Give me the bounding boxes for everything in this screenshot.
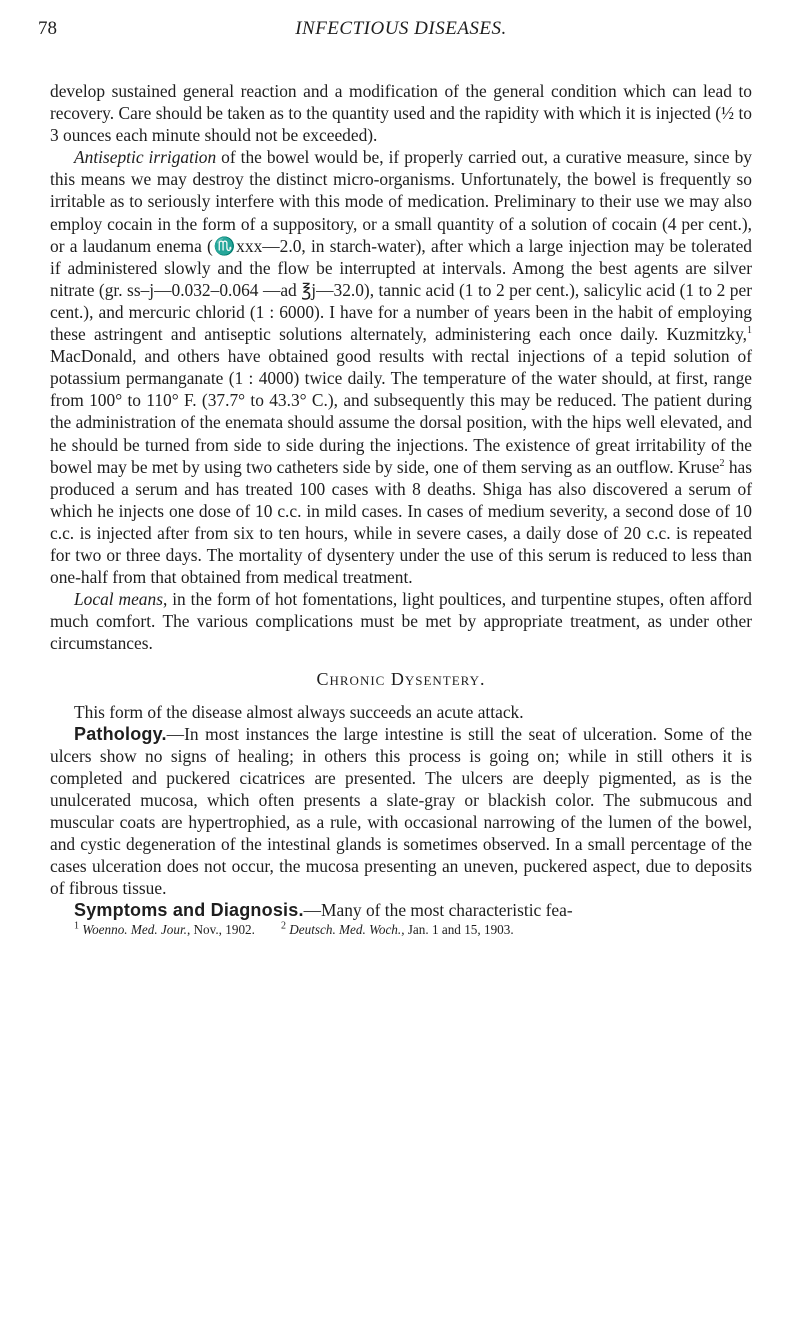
paragraph-text: has produced a serum and has treated 100 cases with 8 deaths. Shiga has also discovered a serum of which he injects one dose of 10 c.c. in mild cases. In cases of medium severity, a second dose of 10 c.c. is injected after from six to ten hours, while in severe cases, a daily dose of 20 c.c. is repeated for two or three days. The mortality of dysentery under the use of this serum is reduced to less than one-half from that obtained from medical treatment. xyxy=(50,456,752,588)
paragraph-continued: develop sustained general reaction and a modification of the general condition which can lead to recovery. Care should be taken as to the quantity used and the rapidity with which it is injected (½ to 3 ounces each minute should not be exceeded). xyxy=(50,81,752,146)
runin-heading-pathology: Pathology. xyxy=(74,723,167,744)
footnote-detail: , Jan. 1 and 15, 1903. xyxy=(401,922,514,938)
paragraph-pathology xyxy=(50,723,752,900)
paragraph-text: of the bowel would be, if properly carried out, a curative measure, since by this means we may destroy the distinct micro-organisms. Unfortunately, the bowel is frequently so irritable as to seriously interfere with this mode of medication. Preliminary to their use we may also employ cocain in the form of a suppository, or a small quantity of a solution of cocain (4 per cent.), or a laudanum enema (♏xxx—2.0, in starch-water), after which a large injection may be tolerated if administered slowly and the flow be interrupted at intervals. Among the best agents are silver nitrate (gr. ss–j—0.032–0.064 —ad ℥j—32.0), tannic acid (1 to 2 per cent.), salicylic acid (1 to 2 per cent.), and mercuric chlorid (1 : 6000). I have for a number of years been in the habit of employing these astringent and antiseptic solutions alternately, administering each once daily. Kuzmitzky, xyxy=(50,147,752,345)
page-number: 78 xyxy=(38,18,57,39)
paragraph-symptoms xyxy=(50,899,752,921)
paragraph-text: MacDonald, and others have obtained good results with rectal injections of a tepid solution of potassium permanganate (1 : 4000) twice daily. The temperature of the water should, at first, range from 100° to 110° F. (37.7° to 43.3° C.), and subsequently this may be reduced. The patient during the administration of the enemata should assume the dorsal position, with the hips well elevated, and he should be turned from side to side during the injections. The existence of great irritability of the bowel may be met by using two catheters side by side, one of them serving as an outflow. Kruse xyxy=(50,346,752,477)
footnote xyxy=(74,922,255,938)
paragraph-section-intro: This form of the disease almost always succeeds an acute attack. xyxy=(74,701,524,722)
footnote-source: Woenno. Med. Jour. xyxy=(82,922,187,938)
footnote xyxy=(281,922,514,938)
paragraph-text: —In most instances the large intestine is still the seat of ulceration. Some of the ulcers show no signs of healing; in others this process is going on; while in still others it is completed and puckered cicatrices are presented. The ulcers are deeply pigmented, as is the unulcerated mucosa, which often presents a slate-gray or blackish color. The submucous and muscular coats are hypertrophied, as a rule, with occasional narrowing of the lumen of the bowel, and cystic degeneration of the intestinal glands is sometimes observed. In a small percentage of the cases ulceration does not occur, the mucosa presenting an uneven, puckered aspect, due to deposits of fibrous tissue. xyxy=(50,723,752,899)
paragraph-local-means xyxy=(50,588,752,654)
running-title: INFECTIOUS DISEASES. xyxy=(295,18,507,39)
paragraph-antiseptic-irrigation xyxy=(50,146,752,588)
book-page xyxy=(38,18,752,938)
running-head xyxy=(38,18,752,50)
paragraph-text: —Many of the most characteristic fea- xyxy=(303,900,573,921)
paragraph-text: , in the form of hot fomentations, light poultices, and turpentine stupes, often afford much comfort. The various complications must be met by appropriate treatment, as under other circumstances. xyxy=(50,589,752,654)
footnote-marker: 1 xyxy=(74,921,79,933)
footnote-detail: , Nov., 1902. xyxy=(186,922,255,938)
body-text xyxy=(50,80,752,938)
footnote-marker: 2 xyxy=(280,921,286,933)
footnote-source: Deutsch. Med. Woch. xyxy=(289,922,402,938)
section-heading: Chronic Dysentery. xyxy=(316,669,486,690)
footnote-ref-2[interactable]: 2 xyxy=(719,457,725,469)
footnotes xyxy=(50,922,752,938)
runin-heading-symptoms: Symptoms and Diagnosis. xyxy=(74,900,304,921)
paragraph-lead-italic: Local means xyxy=(74,589,163,610)
footnote-ref-1[interactable]: 1 xyxy=(747,325,752,337)
paragraph-lead-italic: Antiseptic irrigation xyxy=(74,147,217,168)
